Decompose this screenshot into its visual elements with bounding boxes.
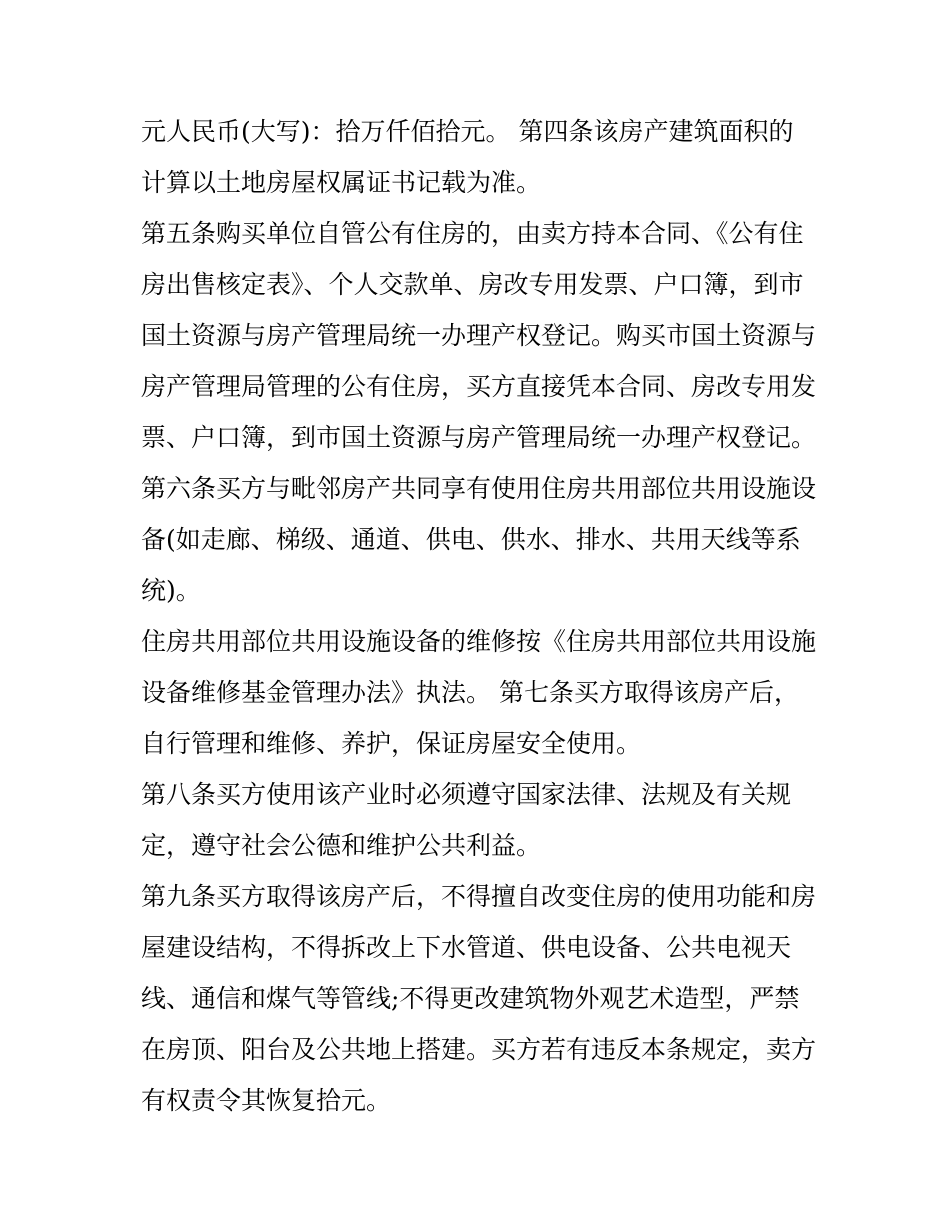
text-line: 自行管理和维修、养护，保证房屋安全使用。 <box>141 729 642 758</box>
document-body <box>141 106 821 1126</box>
text-line: 第五条购买单位自管公有住房的，由卖方持本合同、《公有住 <box>141 219 804 248</box>
text-line: 有权责令其恢复拾元。 <box>141 1086 392 1115</box>
text-line: 第八条买方使用该产业时必须遵守国家法律、法规及有关规 <box>141 780 792 809</box>
text-line: 票、户口簿，到市国土资源与房产管理局统一办理产权登记。 <box>141 423 817 452</box>
text-line: 统)。 <box>141 576 201 605</box>
text-line: 在房顶、阳台及公共地上搭建。买方若有违反本条规定，卖方 <box>141 1035 817 1064</box>
text-line: 元人民币(大写)：拾万仟佰拾元。 第四条该房产建筑面积的 <box>141 117 794 146</box>
text-line: 线、通信和煤气等管线;不得更改建筑物外观艺术造型，严禁 <box>141 984 800 1013</box>
text-line: 住房共用部位共用设施设备的维修按《住房共用部位共用设施 <box>141 627 817 656</box>
text-line: 屋建设结构，不得拆改上下水管道、供电设备、公共电视天 <box>141 933 792 962</box>
text-line: 第六条买方与毗邻房产共同享有使用住房共用部位共用设施设 <box>141 474 817 503</box>
text-line: 第九条买方取得该房产后，不得擅自改变住房的使用功能和房 <box>141 882 817 911</box>
text-line: 国土资源与房产管理局统一办理产权登记。购买市国土资源与 <box>141 321 817 350</box>
text-line: 房出售核定表》、个人交款单、房改专用发票、户口簿，到市 <box>141 270 804 299</box>
text-line: 备(如走廊、梯级、通道、供电、供水、排水、共用天线等系 <box>141 525 801 554</box>
text-line: 计算以土地房屋权属证书记载为准。 <box>141 168 542 197</box>
text-line: 设备维修基金管理办法》执法。 第七条买方取得该房产后， <box>141 678 799 707</box>
text-line: 定，遵守社会公德和维护公共利益。 <box>141 831 542 860</box>
text-line: 房产管理局管理的公有住房，买方直接凭本合同、房改专用发 <box>141 372 817 401</box>
